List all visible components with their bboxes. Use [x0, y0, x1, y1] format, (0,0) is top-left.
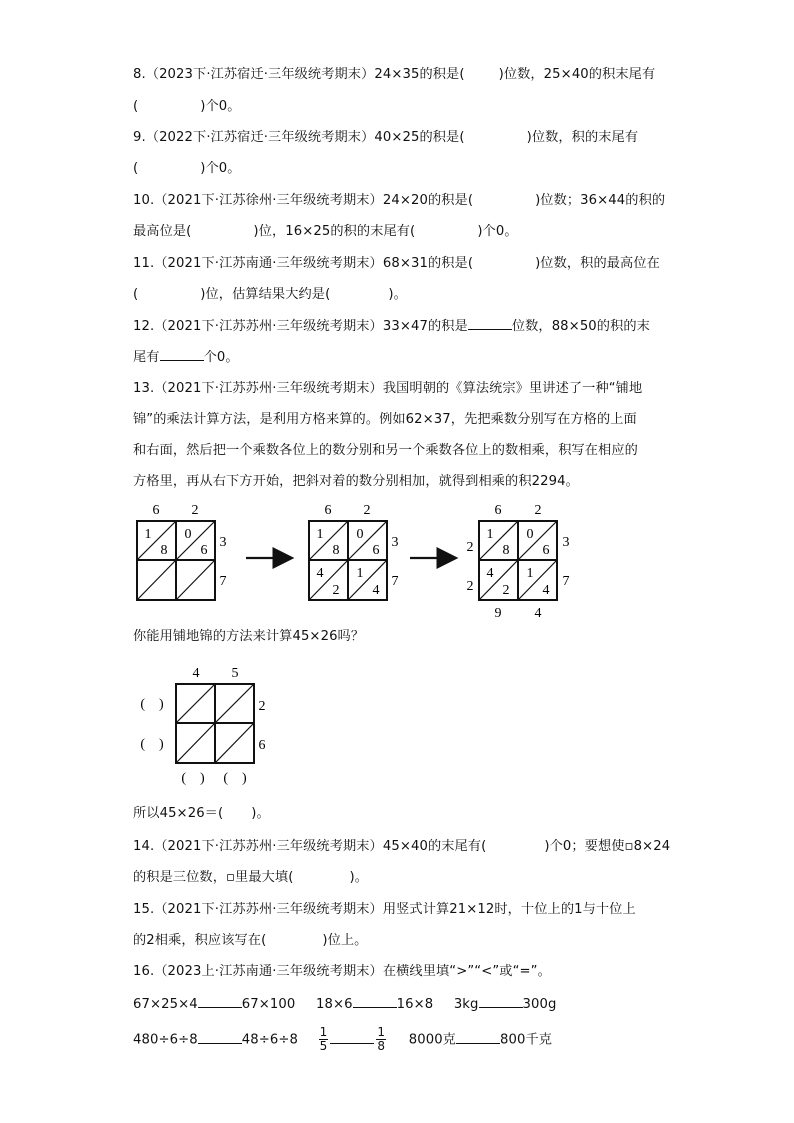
- grid3-cell3-ones: 2: [502, 583, 510, 598]
- q8-line2: ( )个0。: [133, 99, 241, 114]
- q16-row1: 67×25×4 67×100 18×6 16×8 3kg 300g: [133, 997, 557, 1012]
- practice-left-paren-2[interactable]: ( ): [140, 737, 164, 752]
- grid2-cell3-ones: 2: [332, 583, 340, 598]
- lattice-diagram-example: [0, 495, 794, 625]
- q13-line3: 和右面，然后把一个乘数各位上的数分别和另一个乘数各位上的数相乘，积写在相应的: [133, 443, 638, 458]
- grid2-cell1-tens: 1: [316, 527, 324, 542]
- grid2-top-digit-2: 2: [363, 503, 371, 518]
- grid3-cell3-tens: 4: [486, 566, 494, 581]
- practice-top-digit-2: 5: [231, 666, 239, 681]
- grid3-left-digit-2: 2: [466, 579, 474, 594]
- fraction-one-fifth: $\frac{1}{5}$: [319, 1025, 328, 1053]
- grid1-top-digit-2: 2: [191, 503, 199, 518]
- q10-line1: 10.（2021下·江苏徐州·三年级统考期末）24×20的积是( )位数；36×44的积的: [133, 193, 666, 208]
- grid3-top-digit-1: 6: [494, 503, 502, 518]
- grid3-top-digit-2: 2: [534, 503, 542, 518]
- q16-blank-2[interactable]: [353, 995, 397, 1008]
- grid1-right-digit-2: 7: [219, 574, 227, 589]
- q14-line1: 14.（2021下·江苏苏州·三年级统考期末）45×40的末尾有( )个0；要想使▫8×24: [133, 839, 671, 854]
- grid3-cell4-ones: 4: [542, 583, 550, 598]
- q16-line1: 16.（2023上·江苏南通·三年级统考期末）在横线里填“>”“<”或“=”。: [133, 964, 551, 979]
- grid2-top-digit-1: 6: [324, 503, 332, 518]
- grid3-cell2-ones: 6: [542, 543, 550, 558]
- q15-line2: 的2相乘，积应该写在( )位上。: [133, 933, 368, 948]
- q16-blank-3[interactable]: [479, 995, 523, 1008]
- q15-line1: 15.（2021下·江苏苏州·三年级统考期末）用竖式计算21×12时，十位上的1与十位上: [133, 902, 636, 917]
- q16-blank-4[interactable]: [198, 1031, 242, 1044]
- q10-line2: 最高位是( )位，16×25的积的末尾有( )个0。: [133, 224, 518, 239]
- practice-right-digit-1: 2: [258, 699, 266, 714]
- grid2-cell3-tens: 4: [316, 566, 324, 581]
- grid3-cell1-ones: 8: [502, 543, 510, 558]
- grid3-bottom-digit-1: 9: [494, 606, 502, 621]
- grid3-right-digit-1: 3: [562, 535, 570, 550]
- grid3-right-digit-2: 7: [562, 574, 570, 589]
- q8-line1: 8.（2023下·江苏宿迁·三年级统考期末）24×35的积是( )位数，25×40的积末尾有: [133, 67, 656, 82]
- grid3-left-digit-1: 2: [466, 540, 474, 555]
- q13-answer-line: 所以45×26＝( )。: [133, 806, 270, 821]
- grid2-right-digit-1: 3: [391, 535, 399, 550]
- q9-line2: ( )个0。: [133, 161, 241, 176]
- grid2-cell2-tens: 0: [356, 527, 364, 542]
- q12-blank-1[interactable]: [468, 317, 512, 330]
- fraction-one-eighth: $\frac{1}{8}$: [377, 1025, 386, 1053]
- q13-line4: 方格里，再从右下方开始，把斜对着的数分别相加，就得到相乘的积2294。: [133, 474, 579, 489]
- grid1-cell2-ones: 6: [200, 543, 208, 558]
- grid2-cell4-ones: 4: [372, 583, 380, 598]
- practice-left-paren-1[interactable]: ( ): [140, 697, 164, 712]
- practice-right-digit-2: 6: [258, 738, 266, 753]
- grid2-cell1-ones: 8: [332, 543, 340, 558]
- grid3-bottom-digit-2: 4: [534, 606, 542, 621]
- grid3-cell4-tens: 1: [526, 566, 534, 581]
- q13-line2: 锦”的乘法计算方法，是利用方格来算的。例如62×37，先把乘数分别写在方格的上面: [133, 412, 637, 427]
- q16-blank-6[interactable]: [456, 1031, 500, 1044]
- q11-line1: 11.（2021下·江苏南通·三年级统考期末）68×31的积是( )位数，积的最高位在: [133, 256, 660, 271]
- grid1-cell2-tens: 0: [184, 527, 192, 542]
- lattice-grid-2: [309, 503, 399, 600]
- grid1-top-digit-1: 6: [152, 503, 160, 518]
- grid1-right-digit-1: 3: [219, 535, 227, 550]
- practice-bottom-paren-1[interactable]: ( ): [181, 771, 205, 786]
- grid2-right-digit-2: 7: [391, 574, 399, 589]
- q12-line1: 12.（2021下·江苏苏州·三年级统考期末）33×47的积是 位数，88×50的积的末: [133, 319, 650, 334]
- grid1-cell1-tens: 1: [144, 527, 152, 542]
- grid3-cell2-tens: 0: [526, 527, 534, 542]
- q13-prompt: 你能用铺地锦的方法来计算45×26吗？: [133, 629, 365, 644]
- q12-blank-2[interactable]: [160, 348, 204, 361]
- grid1-cell1-ones: 8: [160, 543, 168, 558]
- practice-bottom-paren-2[interactable]: ( ): [223, 771, 247, 786]
- grid2-cell2-ones: 6: [372, 543, 380, 558]
- q9-line1: 9.（2022下·江苏宿迁·三年级统考期末）40×25的积是( )位数，积的末尾有: [133, 130, 639, 145]
- grid3-cell1-tens: 1: [486, 527, 494, 542]
- q13-line1: 13.（2021下·江苏苏州·三年级统考期末）我国明朝的《算法统宗》里讲述了一种“铺地: [133, 381, 643, 396]
- practice-top-digit-1: 4: [192, 666, 200, 681]
- lattice-grid-1: [137, 503, 227, 600]
- q14-line2: 的积是三位数，▫里最大填( )。: [133, 870, 368, 885]
- q16-blank-5[interactable]: [330, 1031, 374, 1044]
- q16-blank-1[interactable]: [198, 995, 242, 1008]
- grid2-cell4-tens: 1: [356, 566, 364, 581]
- lattice-grid-3: [467, 503, 570, 621]
- q16-row2: 480÷6÷8 48÷6÷8 $\frac{1}{5}$ $\frac{1}{8}$ 8000克 800千克: [133, 1025, 553, 1053]
- q11-line2: ( )位，估算结果大约是( )。: [133, 287, 407, 302]
- q12-line2: 尾有 个0。: [133, 350, 239, 365]
- lattice-diagram-practice: [0, 655, 794, 790]
